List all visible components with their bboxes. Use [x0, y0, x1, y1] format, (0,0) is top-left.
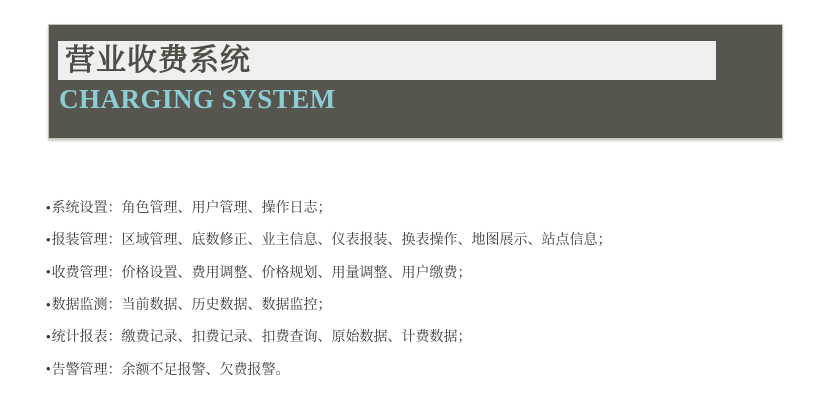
- bullet-marker: •: [46, 296, 51, 312]
- page-title: 营业收费系统: [65, 43, 251, 77]
- header-banner: [48, 24, 783, 139]
- feature-text: 报装管理：区域管理、底数修正、业主信息、仪表报装、换表操作、地图展示、站点信息；: [51, 231, 612, 248]
- bullet-marker: •: [46, 361, 51, 377]
- feature-text: 收费管理：价格设置、费用调整、价格规划、用量调整、用户缴费；: [51, 263, 472, 280]
- list-item-statistical-reports: [46, 320, 612, 352]
- page-subtitle: CHARGING SYSTEM: [59, 84, 336, 114]
- feature-text: 数据监测：当前数据、历史数据、数据监控；: [51, 296, 332, 313]
- list-item-charging-management: [46, 256, 612, 288]
- list-item-system-settings: [46, 191, 612, 223]
- feature-text: 告警管理：余额不足报警、欠费报警。: [51, 360, 290, 377]
- bullet-marker: •: [46, 328, 51, 344]
- bullet-marker: •: [46, 264, 51, 280]
- list-item-installation-management: [46, 223, 612, 255]
- feature-text: 统计报表：缴费记录、扣费记录、扣费查询、原始数据、计费数据；: [51, 328, 472, 345]
- feature-text: 系统设置：角色管理、用户管理、操作日志；: [51, 199, 332, 216]
- bullet-marker: •: [46, 199, 51, 215]
- bullet-marker: •: [46, 231, 51, 247]
- list-item-data-monitoring: [46, 288, 612, 320]
- list-item-alarm-management: [46, 352, 612, 384]
- feature-list: [46, 191, 612, 385]
- title-bar: [58, 41, 716, 80]
